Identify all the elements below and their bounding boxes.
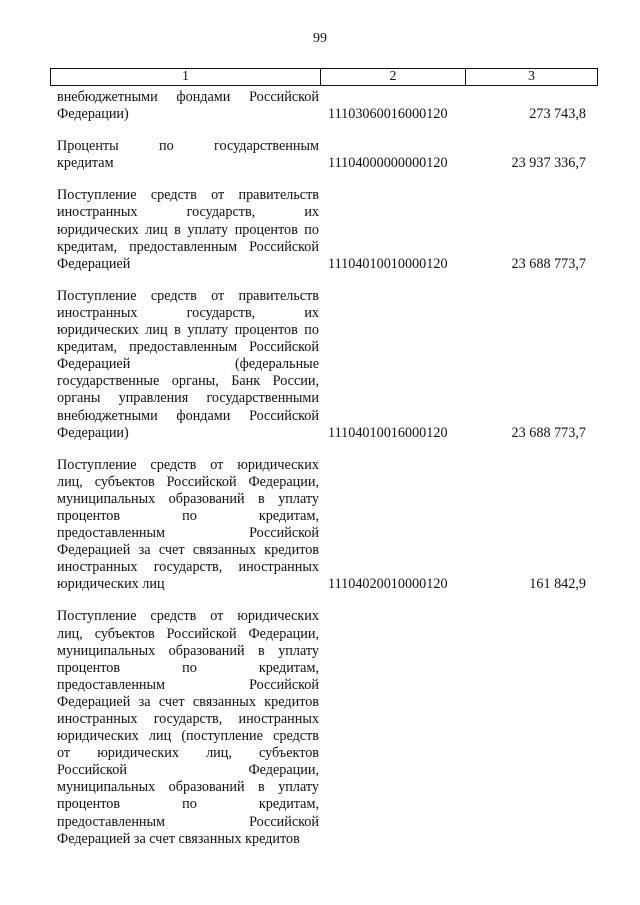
description-line: Поступление средств от юридических [57, 608, 319, 625]
description-line: лиц, субъектов Российской Федерации, [57, 625, 319, 642]
description-line: юридических лиц в уплату процентов по [57, 221, 319, 238]
description-line: предоставленным Российской [57, 525, 319, 542]
description-line: Федерацией за счет связанных кредитов [57, 830, 300, 847]
row-description [57, 608, 319, 847]
row-code: 11103060016000120 [328, 106, 448, 123]
row-description [57, 187, 319, 272]
row-description [57, 288, 319, 442]
row-description [57, 89, 319, 123]
description-line: процентов по кредитам, [57, 796, 319, 813]
description-line: органы управления государственными [57, 390, 319, 407]
row-description [57, 138, 319, 172]
description-line: Федерацией (федеральные [57, 356, 319, 373]
table-row [0, 457, 640, 594]
table-row [0, 138, 640, 172]
description-line: юридических лиц [57, 576, 165, 593]
row-value: 273 743,8 [529, 106, 586, 123]
row-value: 23 688 773,7 [511, 424, 586, 441]
description-line: иностранных государств, их [57, 304, 319, 321]
column-header-2: 2 [321, 69, 466, 85]
table-row [0, 89, 640, 123]
row-code: 11104010016000120 [328, 424, 448, 441]
description-line: юридических лиц (поступление средств [57, 728, 319, 745]
description-line: Федерацией за счет связанных кредитов [57, 693, 319, 710]
description-line: иностранных государств, их [57, 204, 319, 221]
description-line: лиц, субъектов Российской Федерации, [57, 473, 319, 490]
description-line: кредитам [57, 155, 114, 172]
row-code: 11104000000000120 [328, 155, 448, 172]
description-line: внебюджетными фондами Российской [57, 89, 319, 105]
description-line: Федерацией за счет связанных кредитов [57, 542, 319, 559]
description-line: процентов по кредитам, [57, 659, 319, 676]
description-line: от юридических лиц, субъектов [57, 745, 319, 762]
table-body [0, 89, 640, 863]
description-line: Федерацией [57, 255, 131, 272]
description-line: Поступление средств от правительств [57, 287, 319, 304]
description-line: муниципальных образований в уплату [57, 642, 319, 659]
column-header-3: 3 [528, 69, 535, 84]
description-line: юридических лиц в уплату процентов по [57, 322, 319, 339]
row-value: 23 688 773,7 [511, 255, 586, 272]
table-column-header [50, 68, 598, 86]
description-line: Поступление средств от правительств [57, 187, 319, 204]
column-header-1: 1 [51, 69, 321, 85]
row-code: 11104020010000120 [328, 576, 448, 593]
description-line: кредитам, предоставленным Российской [57, 238, 319, 255]
description-line: кредитам, предоставленным Российской [57, 339, 319, 356]
description-line: муниципальных образований в уплату [57, 779, 319, 796]
description-line: Поступление средств от юридических [57, 456, 319, 473]
table-row [0, 288, 640, 442]
description-line: Проценты по государственным [57, 138, 319, 155]
description-line: иностранных государств, иностранных [57, 559, 319, 576]
description-line: Федерации) [57, 424, 129, 441]
row-value: 23 937 336,7 [511, 155, 586, 172]
description-line: предоставленным Российской [57, 813, 319, 830]
row-value: 161 842,9 [529, 576, 586, 593]
table-row [0, 608, 640, 847]
description-line: государственные органы, Банк России, [57, 373, 319, 390]
description-line: внебюджетными фондами Российской [57, 407, 319, 424]
row-description [57, 457, 319, 594]
description-line: процентов по кредитам, [57, 507, 319, 524]
description-line: Федерации) [57, 106, 129, 123]
page-number: 99 [313, 31, 327, 46]
description-line: Российской Федерации, [57, 762, 319, 779]
description-line: иностранных государств, иностранных [57, 711, 319, 727]
description-line: муниципальных образований в уплату [57, 490, 319, 507]
row-code: 11104010010000120 [328, 255, 448, 272]
description-line: предоставленным Российской [57, 676, 319, 693]
table-row [0, 187, 640, 272]
